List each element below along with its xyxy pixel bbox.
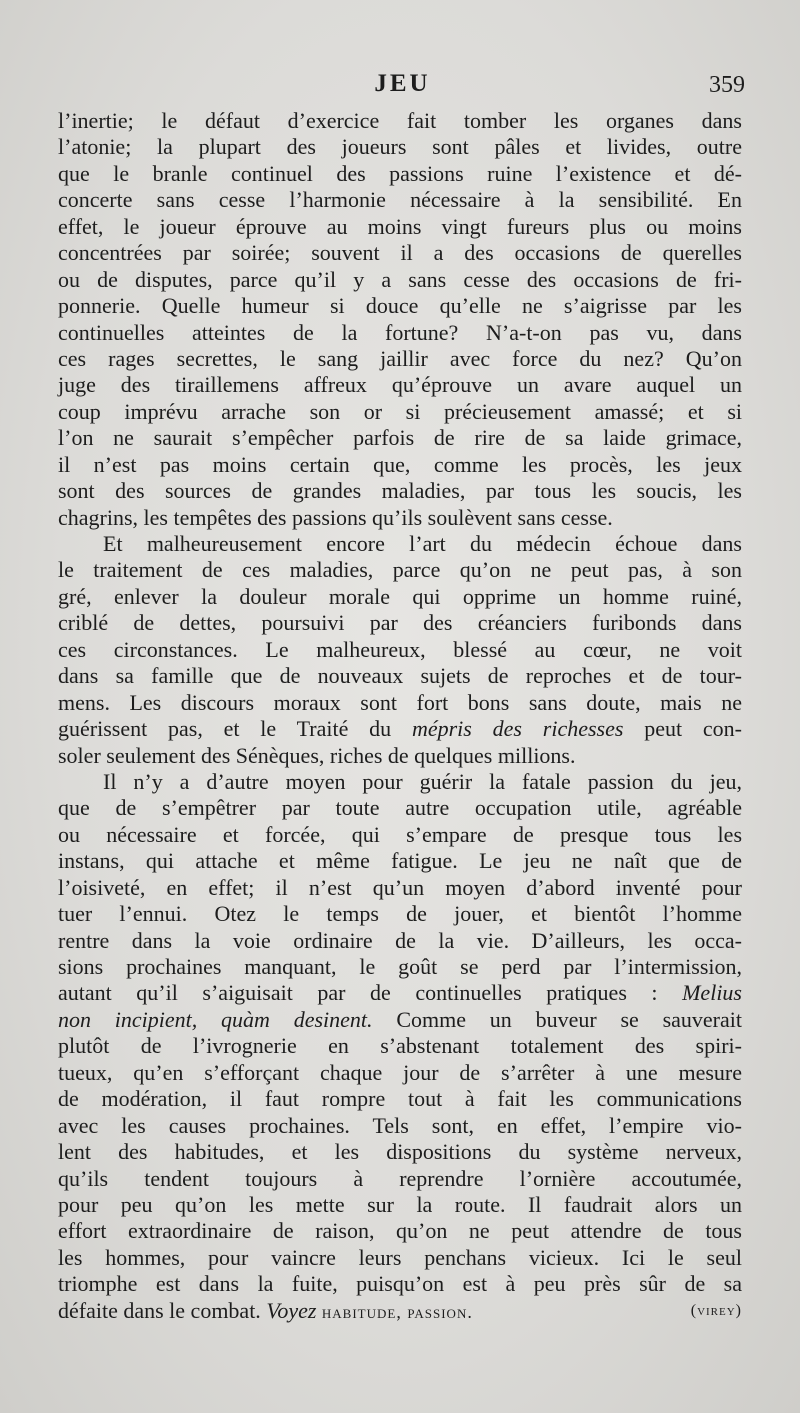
text-line: de modération, il faut rompre tout à fait les communications [58, 1086, 742, 1112]
text-line: ou nécessaire et forcée, qui s’empare de presque tous les [58, 821, 742, 847]
text-line [58, 716, 742, 742]
running-title: JEU [374, 70, 431, 97]
text-line: que de s’empêtrer par toute autre occupation utile, agréable [58, 795, 742, 821]
latin-quote: Melius [682, 980, 742, 1006]
cross-reference: habitude, passion. [316, 1301, 473, 1322]
text-segment: défaite dans le combat. [58, 1297, 267, 1323]
text-line: sont des sources de grandes maladies, par tous les soucis, les [58, 478, 742, 504]
text-segment: guérissent pas, et le Traité du [58, 716, 412, 742]
text-line: concentrées par soirée; souvent il a des occasions de querelles [58, 240, 742, 266]
text-line: instans, qui attache et même fatigue. Le jeu ne naît que de [58, 848, 742, 874]
text-line: chagrins, les tempêtes des passions qu’ils soulèvent sans cesse. [58, 504, 613, 530]
text-line: ces rages secrettes, le sang jaillir avec force du nez? Qu’on [58, 345, 742, 371]
text-line: avec les causes prochaines. Tels sont, en effet, l’empire vio- [58, 1112, 742, 1138]
text-line: lent des habitudes, et les dispositions du système nerveux, [58, 1139, 742, 1165]
text-line: concerte sans cesse l’harmonie nécessaire à la sensibilité. En [58, 187, 742, 213]
text-line: l’atonie; la plupart des joueurs sont pâles et livides, outre [58, 134, 742, 160]
text-line: tuer l’ennui. Otez le temps de jouer, et bientôt l’homme [58, 901, 742, 927]
text-line: continuelles atteintes de la fortune? N’a-t-on pas vu, dans [58, 319, 742, 345]
text-line: l’oisiveté, en effet; il n’est qu’un moyen d’abord inventé pour [58, 874, 742, 900]
text-line: le traitement de ces maladies, parce qu’on ne peut pas, à son [58, 557, 742, 583]
text-line: ces circonstances. Le malheureux, blessé au cœur, ne voit [58, 636, 742, 662]
text-line: plutôt de l’ivrognerie en s’abstenant totalement des spiri- [58, 1033, 742, 1059]
text-line: mens. Les discours moraux sont fort bons sans doute, mais ne [58, 689, 742, 715]
text-line: Il n’y a d’autre moyen pour guérir la fatale passion du jeu, [103, 768, 742, 794]
text-line: gré, enlever la douleur morale qui opprime un homme ruiné, [58, 583, 742, 609]
text-line: coup imprévu arrache son or si précieusement amassé; et si [58, 398, 742, 424]
text-line: l’inertie; le défaut d’exercice fait tomber les organes dans [58, 108, 742, 133]
text-line: triomphe est dans la fuite, puisqu’on est à peu près sûr de sa [58, 1271, 742, 1297]
text-line: les hommes, pour vaincre leurs penchans vicieux. Ici le seul [58, 1244, 742, 1270]
text-line: rentre dans la voie ordinaire de la vie. D’ailleurs, les occa- [58, 927, 742, 953]
text-line: effet, le joueur éprouve au moins vingt fureurs plus ou moins [58, 213, 742, 239]
page-number: 359 [709, 72, 745, 98]
text-line: qu’ils tendent toujours à reprendre l’ornière accoutumée, [58, 1165, 742, 1191]
text-line: juge des tiraillemens affreux qu’éprouve un avare auquel un [58, 372, 742, 398]
body-text [58, 108, 742, 1324]
text-line: l’on ne saurait s’empêcher parfois de rire de sa laide grimace, [58, 425, 742, 451]
text-line: ponnerie. Quelle humeur si douce qu’elle ne s’aigrisse par les [58, 293, 742, 319]
latin-quote: non incipient, quàm desinent. [58, 1006, 373, 1032]
text-line: soler seulement des Sénèques, riches de quelques millions. [58, 742, 576, 768]
text-segment: Comme un buveur se sauverait [372, 1006, 742, 1032]
text-line [58, 980, 742, 1006]
text-line: dans sa famille que de nouveaux sujets de reproches et de tour- [58, 663, 742, 689]
text-segment: peut con- [623, 716, 743, 742]
text-line [58, 1007, 742, 1033]
text-line: tueux, qu’en s’efforçant chaque jour de s’arrêter à une mesure [58, 1059, 742, 1085]
text-segment: autant qu’il s’aiguisait par de continuelles pratiques : [58, 980, 683, 1006]
text-line: que le branle continuel des passions ruine l’existence et dé- [58, 160, 742, 186]
text-line: sions prochaines manquant, le goût se perd par l’intermission, [58, 954, 742, 979]
italic-title: mépris des richesses [411, 716, 624, 742]
text-line [58, 1298, 742, 1324]
page-header [60, 70, 745, 106]
text-line: effort extraordinaire de raison, qu’on ne peut attendre de tous [58, 1218, 742, 1244]
author-signature: (virey) [690, 1301, 742, 1319]
voyez-reference: Voyez [266, 1297, 317, 1323]
text-line: criblé de dettes, poursuivi par des créanciers furibonds dans [58, 610, 742, 636]
text-line: Et malheureusement encore l’art du médecin échoue dans [103, 531, 742, 556]
text-line: il n’est pas moins certain que, comme les procès, les jeux [58, 451, 742, 477]
text-line: ou de disputes, parce qu’il y a sans cesse des occasions de fri- [58, 266, 742, 292]
text-line: pour peu qu’on les mette sur la route. Il faudrait alors un [58, 1191, 742, 1217]
